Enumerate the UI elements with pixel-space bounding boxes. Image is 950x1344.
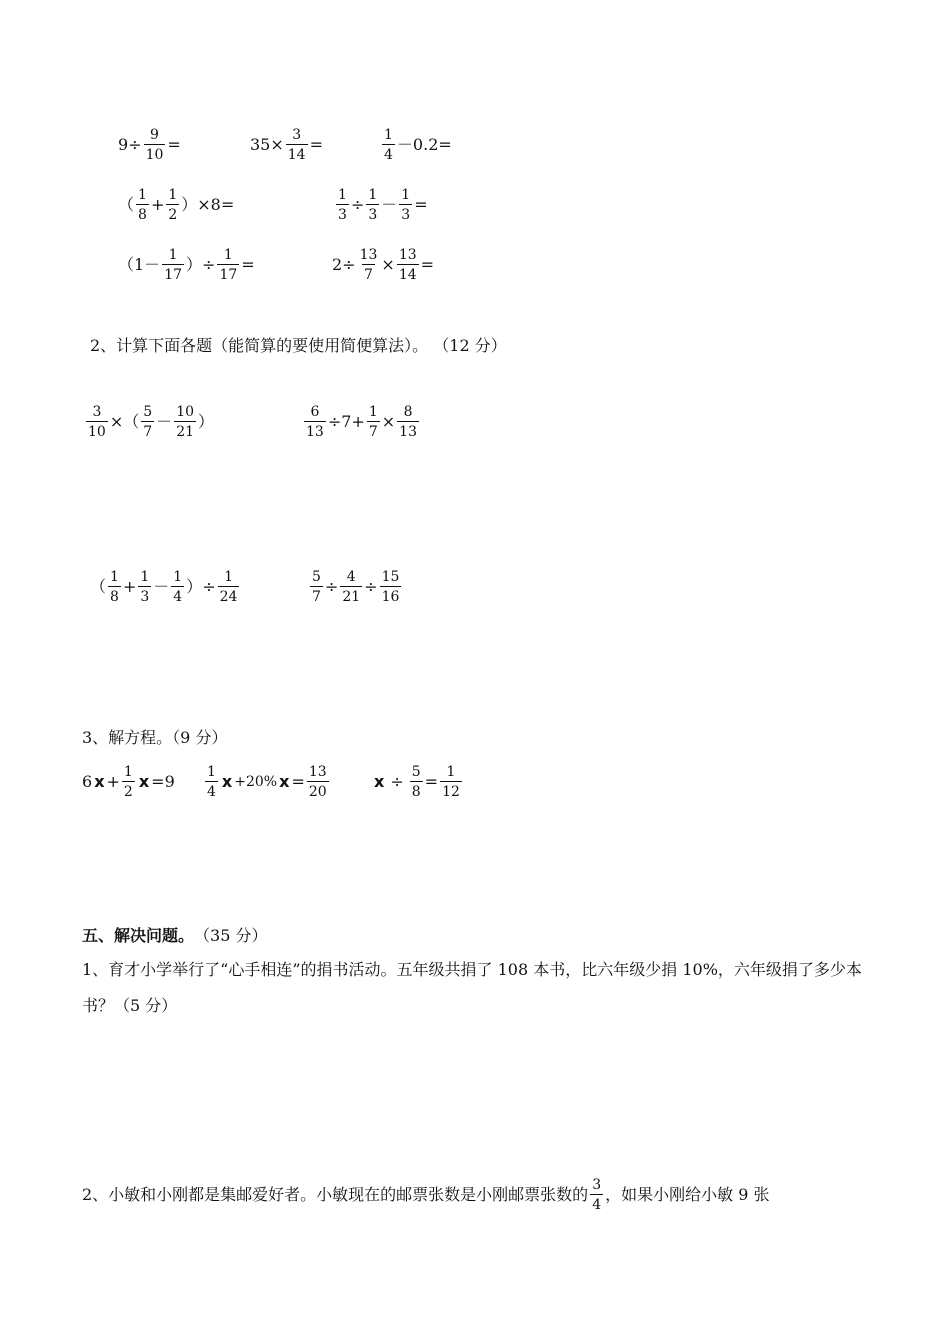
- expr-row1-b: [250, 128, 323, 162]
- fraction: $\frac{5}{7}$: [312, 569, 321, 605]
- equation-2: [203, 765, 331, 799]
- expr-text: +20%: [234, 774, 278, 790]
- fraction: $\frac{1}{17}$: [164, 247, 183, 283]
- expr-row3-b: [332, 248, 434, 282]
- fraction: $\frac{1}{2}$: [168, 187, 178, 223]
- expr-text: =: [424, 772, 439, 791]
- fraction: $\frac{15}{16}$: [381, 569, 400, 605]
- section2-heading: 2、计算下面各题（能简算的要使用简便算法）。 （12 分）: [90, 336, 507, 355]
- expr-text: +: [106, 772, 120, 791]
- expr-text: =: [167, 135, 181, 154]
- fraction: $\frac{4}{21}$: [342, 569, 361, 605]
- variable-x: x: [94, 772, 105, 791]
- expr-text: ×: [381, 255, 395, 274]
- variable-x: x: [374, 772, 385, 791]
- fraction: $\frac{5}{8}$: [411, 764, 421, 800]
- expr-text: ÷: [364, 577, 378, 596]
- fraction: $\frac{13}{20}$: [308, 764, 327, 800]
- expr-row1-a: [118, 128, 181, 162]
- expr-row1-c: [380, 128, 452, 162]
- fraction: $\frac{1}{8}$: [138, 187, 147, 223]
- fraction: $\frac{9}{10}$: [145, 127, 164, 163]
- expr-text: 6: [82, 772, 93, 791]
- variable-x: x: [279, 772, 290, 791]
- expr-text: =: [241, 255, 255, 274]
- expr-text: 9÷: [118, 135, 142, 154]
- section5-heading: [82, 928, 267, 944]
- section5-score: （35 分）: [194, 926, 268, 945]
- expr-text: －0.2=: [396, 135, 452, 154]
- expr-text: +: [122, 577, 137, 596]
- fraction: $\frac{3}{4}$: [592, 1177, 602, 1213]
- fraction: $\frac{1}{3}$: [401, 187, 411, 223]
- section5-title: 五、解决问题。: [82, 926, 195, 945]
- expr-text: －: [153, 577, 170, 596]
- fraction: $\frac{3}{14}$: [287, 127, 306, 163]
- expr-text: （: [118, 195, 135, 214]
- fraction: $\frac{10}{21}$: [176, 404, 195, 440]
- fraction: $\frac{6}{13}$: [306, 404, 324, 440]
- question-2-text: ，如果小刚给小敏 9 张: [605, 1185, 770, 1204]
- expr-text: =: [414, 195, 428, 214]
- fraction: $\frac{1}{3}$: [338, 187, 347, 223]
- question-2-text: 2、小敏和小刚都是集邮爱好者。小敏现在的邮票张数是小刚邮票张数的: [82, 1185, 589, 1204]
- expr-text: －: [156, 412, 173, 431]
- expr-s2-p4: [308, 570, 403, 604]
- expr-text: －: [381, 195, 398, 214]
- fraction: $\frac{13}{14}$: [398, 247, 417, 283]
- equation-3: [372, 765, 464, 799]
- fraction: $\frac{3}{10}$: [88, 404, 106, 440]
- fraction: $\frac{1}{3}$: [368, 187, 378, 223]
- fraction: $\frac{13}{7}$: [359, 247, 378, 283]
- expr-s2-p1: [84, 405, 214, 439]
- expr-text: ÷: [390, 772, 404, 791]
- fraction: $\frac{1}{4}$: [173, 569, 183, 605]
- expr-row2-a: [118, 188, 234, 222]
- expr-text: 2÷: [332, 255, 356, 274]
- fraction: $\frac{1}{2}$: [123, 764, 133, 800]
- fraction: $\frac{1}{17}$: [219, 247, 238, 283]
- question-2: [82, 1178, 769, 1212]
- expr-text: =: [420, 255, 435, 274]
- expr-row3-a: [118, 248, 255, 282]
- expr-text: ÷: [324, 577, 339, 596]
- fraction: $\frac{1}{24}$: [219, 569, 238, 605]
- expr-text: 35×: [250, 135, 284, 154]
- fraction: $\frac{1}{12}$: [442, 764, 460, 800]
- expr-text: ）÷: [186, 577, 216, 596]
- expr-text: ）: [198, 412, 215, 431]
- expr-text: =: [309, 135, 323, 154]
- fraction: $\frac{5}{7}$: [143, 404, 153, 440]
- expr-text: ）×8=: [181, 195, 235, 214]
- expr-text: ×: [381, 412, 396, 431]
- expr-text: ×（: [109, 412, 140, 431]
- expr-s2-p2: [302, 405, 421, 439]
- question-1: 1、育才小学举行了“心手相连”的捐书活动。五年级共捐了 108 本书，比六年级少捐 10%，六年级捐了多少本书？（5 分）: [82, 960, 862, 1015]
- variable-x: x: [221, 772, 233, 791]
- fraction: $\frac{1}{4}$: [207, 764, 216, 800]
- expr-row2-b: [334, 188, 428, 222]
- fraction: $\frac{8}{13}$: [399, 404, 417, 440]
- expr-text: +: [150, 195, 165, 214]
- variable-x: x: [138, 772, 150, 791]
- fraction: $\frac{1}{3}$: [140, 569, 150, 605]
- fraction: $\frac{1}{4}$: [384, 127, 393, 163]
- section3-heading: 3、解方程。（9 分）: [82, 728, 228, 747]
- expr-s2-p3: [90, 570, 241, 604]
- expr-text: =: [291, 772, 305, 791]
- expr-text: ÷: [350, 195, 365, 214]
- expr-text: ）÷: [186, 255, 216, 274]
- expr-text: （1－: [118, 255, 161, 274]
- equation-1: [82, 765, 175, 799]
- expr-text: （: [90, 577, 107, 596]
- expr-text: =9: [151, 772, 175, 791]
- fraction: $\frac{1}{7}$: [368, 404, 378, 440]
- expr-text: ÷7+: [327, 412, 365, 431]
- fraction: $\frac{1}{8}$: [110, 569, 119, 605]
